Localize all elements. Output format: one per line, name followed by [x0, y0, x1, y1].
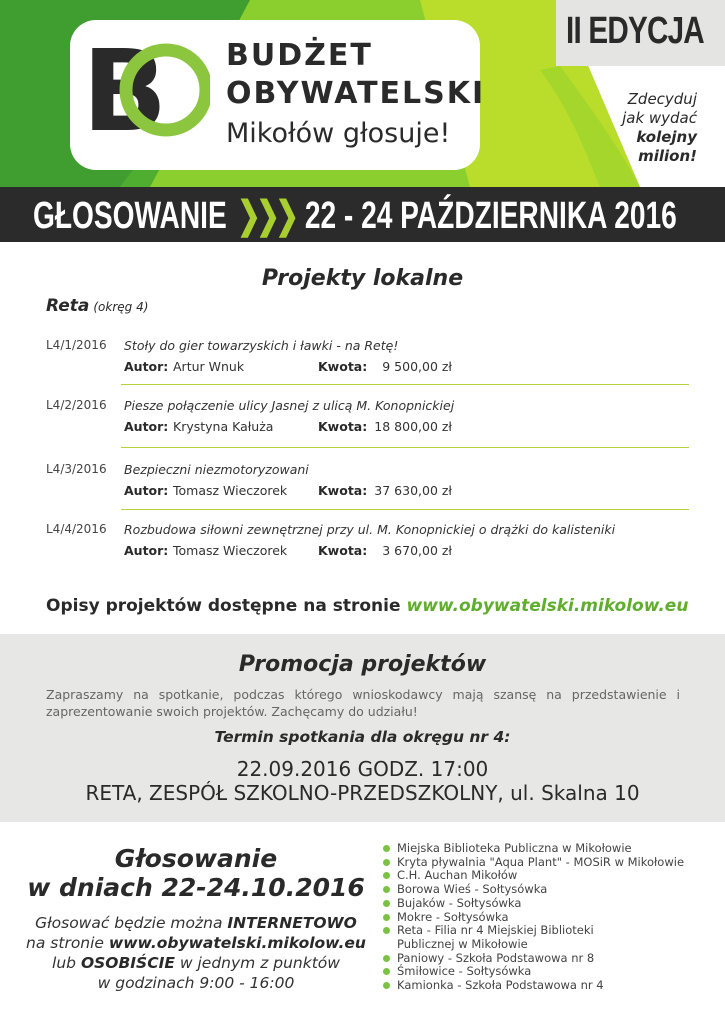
- list-item: Kryta pływalnia "Aqua Plant" - MOSiR w Mikołowie: [383, 856, 713, 870]
- author-label: Autor:: [124, 483, 169, 498]
- project-code: L4/4/2016: [46, 522, 107, 536]
- budget-logo-icon: [80, 32, 210, 142]
- project-amount: 3 670,00 zł: [382, 543, 452, 558]
- tagline-line: milion!: [638, 147, 697, 165]
- project-title: Bezpieczni niezmotoryzowani: [124, 462, 309, 477]
- voting-places-list: [383, 842, 713, 993]
- project-amount: 37 630,00 zł: [374, 483, 452, 498]
- list-item: Kamionka - Szkoła Podstawowa nr 4: [383, 979, 713, 993]
- author-label: Autor:: [124, 543, 169, 558]
- website-link[interactable]: www.obywatelski.mikolow.eu: [406, 596, 689, 616]
- voting-label: GŁOSOWANIE: [33, 195, 227, 237]
- logo-title-line-2: OBYWATELSKI: [226, 76, 486, 111]
- project-author: Tomasz Wieczorek: [173, 543, 288, 558]
- promotion-text: Zapraszamy na spotkanie, podczas którego wnioskodawcy mają szansę na przedstawienie i zaprezentowanie swoich projektów. Zachęcamy do udziału!: [46, 687, 680, 719]
- voting-date-heading: [33, 193, 677, 237]
- project-code: L4/3/2016: [46, 462, 107, 476]
- project-title: Rozbudowa siłowni zewnętrznej przy ul. M. Konopnickiej o drążki do kalisteniki: [124, 522, 616, 537]
- project-author: Krystyna Kałuża: [173, 419, 274, 434]
- list-item: Paniowy - Szkoła Podstawowa nr 8: [383, 952, 713, 966]
- voting-dates: 22 - 24 PAŹDZIERNIKA 2016: [304, 195, 677, 237]
- meeting-place: RETA, ZESPÓŁ SZKOLNO-PRZEDSZKOLNY, ul. Skalna 10: [85, 781, 640, 805]
- list-item: Borowa Wieś - Sołtysówka: [383, 883, 713, 897]
- list-item: C.H. Auchan Mikołów: [383, 869, 713, 883]
- divider: [121, 384, 689, 385]
- amount-label: Kwota:: [318, 419, 368, 434]
- voting-website-link[interactable]: www.obywatelski.mikolow.eu: [108, 934, 366, 952]
- project-amount: 18 800,00 zł: [374, 419, 452, 434]
- project-author: Tomasz Wieczorek: [173, 483, 288, 498]
- tagline-line: jak wydać: [622, 109, 697, 127]
- tagline: [567, 90, 697, 166]
- amount-label: Kwota:: [318, 483, 368, 498]
- voting-description: Głosować będzie można INTERNETOWO na stronie www.obywatelski.mikolow.eu lub OSOBIŚCIE w jednym z punktów w godzinach 9:00 - 16:00: [26, 914, 366, 992]
- district-label: Reta (okręg 4): [46, 296, 149, 316]
- project-title: Piesze połączenie ulicy Jasnej z ulicą M. Konopnickiej: [124, 398, 455, 413]
- logo-title-line-1: BUDŻET: [226, 38, 373, 73]
- amount-label: Kwota:: [318, 543, 368, 558]
- logo-subtitle: Mikołów głosuje!: [226, 118, 451, 149]
- promotion-title: Promocja projektów: [238, 652, 487, 677]
- svg-text:B: B: [82, 32, 168, 142]
- tagline-line: Zdecyduj: [627, 90, 697, 108]
- tagline-line: kolejny: [636, 128, 697, 146]
- project-amount: 9 500,00 zł: [382, 359, 452, 374]
- list-item: Mokre - Sołtysówka: [383, 911, 713, 925]
- meeting-label: Termin spotkania dla okręgu nr 4:: [214, 728, 511, 746]
- local-projects-title: Projekty lokalne: [261, 266, 464, 291]
- district-note: (okręg 4): [93, 300, 149, 314]
- project-code: L4/1/2016: [46, 338, 107, 352]
- list-item: Reta - Filia nr 4 Miejskiej Biblioteki Publicznej w Mikołowie: [383, 924, 653, 951]
- project-author: Artur Wnuk: [173, 359, 245, 374]
- list-item: Bujaków - Sołtysówka: [383, 897, 713, 911]
- list-item: Miejska Biblioteka Publiczna w Mikołowie: [383, 842, 713, 856]
- voting-dates-title: w dniach 22-24.10.2016: [27, 873, 365, 902]
- header-banner: [0, 0, 725, 187]
- voting-title: Głosowanie: [114, 844, 278, 873]
- author-label: Autor:: [124, 359, 169, 374]
- edition-label: II EDYCJA: [566, 10, 704, 52]
- amount-label: Kwota:: [318, 359, 368, 374]
- author-label: Autor:: [124, 419, 169, 434]
- list-item: Śmiłowice - Sołtysówka: [383, 965, 713, 979]
- chevrons-icon: ❯❯❯: [237, 195, 295, 237]
- project-code: L4/2/2016: [46, 398, 107, 412]
- divider: [121, 509, 689, 510]
- project-descriptions-note: Opisy projektów dostępne na stronie www.obywatelski.mikolow.eu: [46, 596, 689, 616]
- divider: [121, 447, 689, 448]
- meeting-date: 22.09.2016 GODZ. 17:00: [236, 757, 489, 781]
- project-title: Stoły do gier towarzyskich i ławki - na Retę!: [124, 338, 399, 353]
